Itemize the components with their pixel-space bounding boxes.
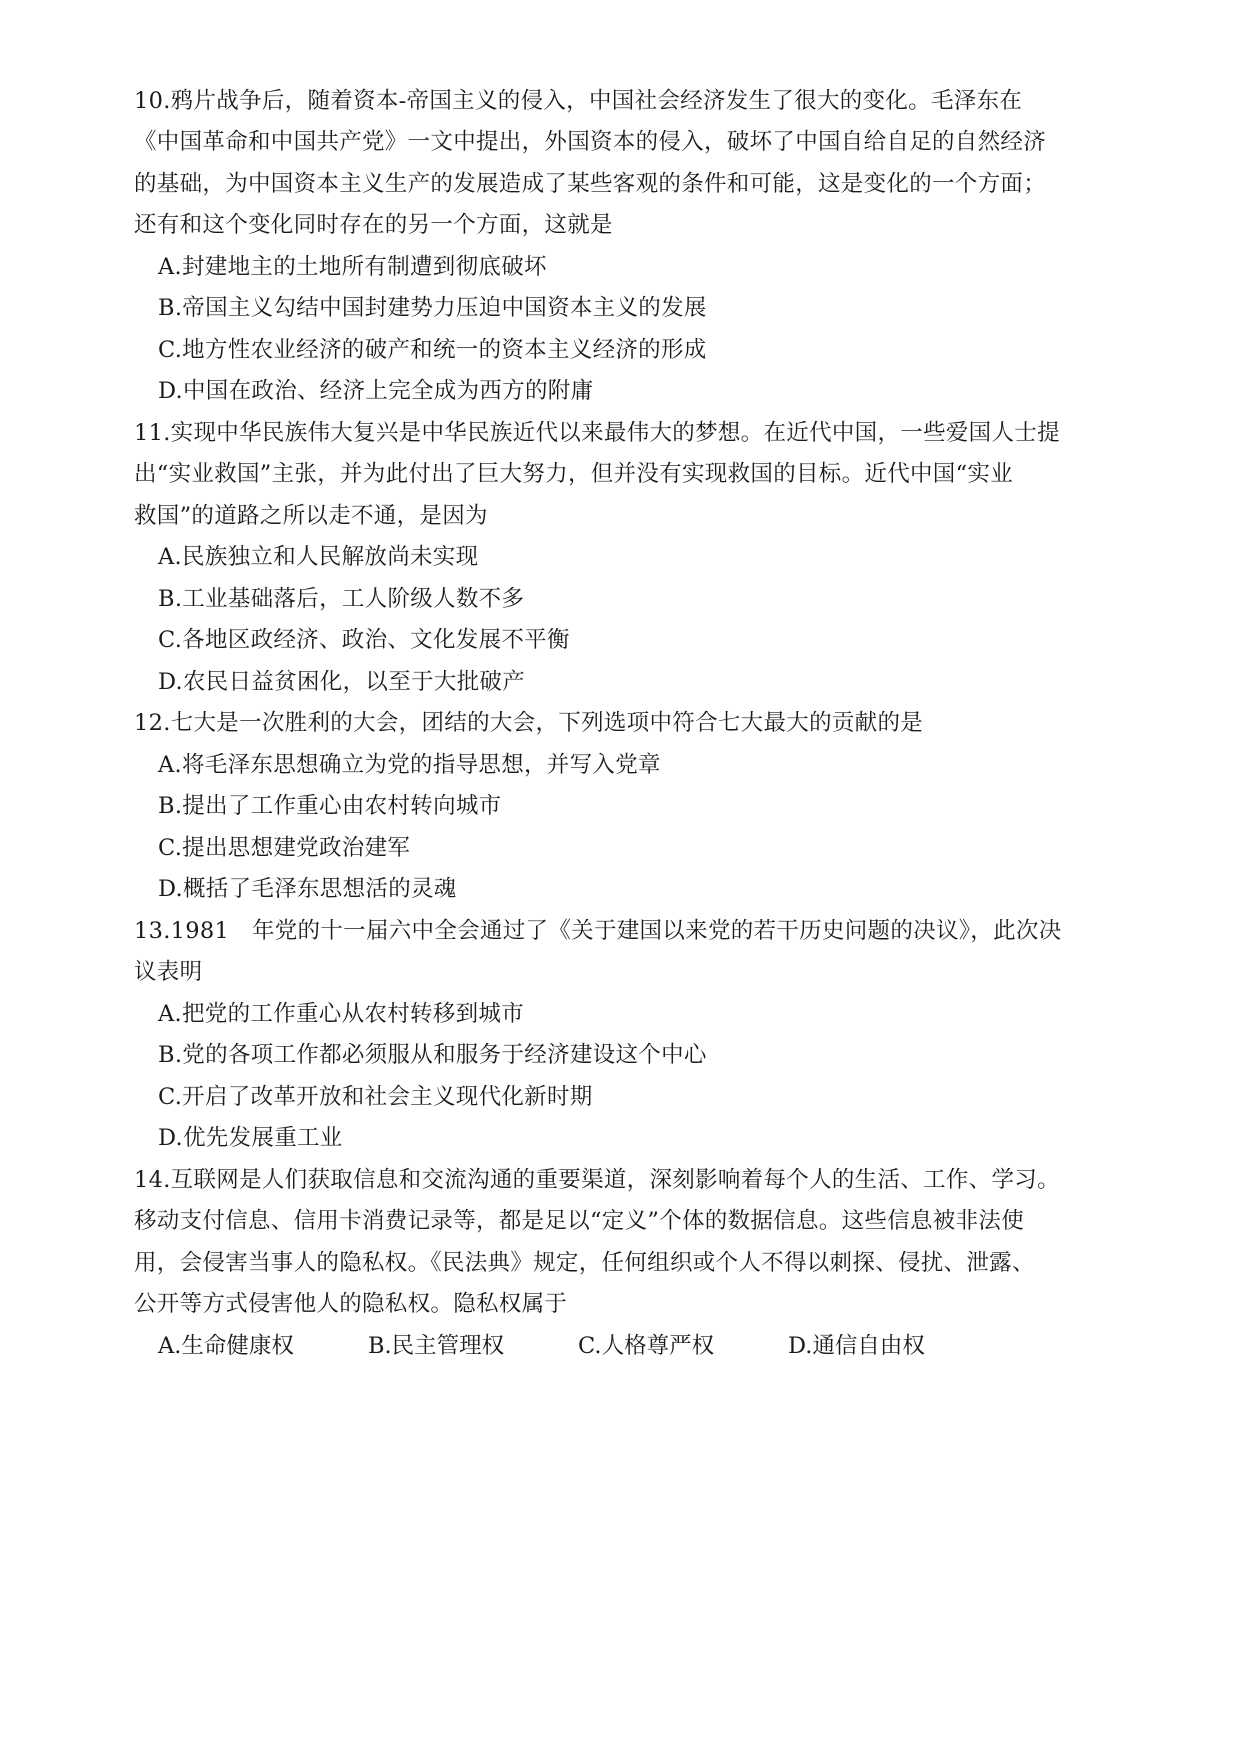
- question-11-option-c: C.各地区政经济、政治、文化发展不平衡: [158, 627, 570, 653]
- question-14-stem-line-4: 公开等方式侵害他人的隐私权。隐私权属于: [134, 1291, 568, 1317]
- question-10-stem-line-2: 《中国革命和中国共产党》一文中提出，外国资本的侵入，破坏了中国自给自足的自然经济: [134, 129, 1047, 155]
- question-10-stem-line-1: 10.鸦片战争后，随着资本-帝国主义的侵入，中国社会经济发生了很大的变化。毛泽东在: [134, 88, 1023, 114]
- question-12-option-b: B.提出了工作重心由农村转向城市: [158, 793, 502, 819]
- question-11-option-d: D.农民日益贫困化，以至于大批破产: [158, 669, 525, 695]
- question-10-option-c: C.地方性农业经济的破产和统一的资本主义经济的形成: [158, 337, 707, 363]
- question-11-stem-line-3: 救国”的道路之所以走不通，是因为: [134, 503, 488, 529]
- question-12-option-c: C.提出思想建党政治建军: [158, 835, 411, 861]
- question-13-option-c: C.开启了改革开放和社会主义现代化新时期: [158, 1084, 593, 1110]
- question-11-option-b: B.工业基础落后，工人阶级人数不多: [158, 586, 525, 612]
- question-14-option-a: A.生命健康权: [158, 1333, 294, 1359]
- question-14-option-d: D.通信自由权: [788, 1333, 925, 1359]
- question-10-option-b: B.帝国主义勾结中国封建势力压迫中国资本主义的发展: [158, 295, 707, 321]
- question-14-stem-line-1: 14.互联网是人们获取信息和交流沟通的重要渠道，深刻影响着每个人的生活、工作、学习。: [134, 1167, 1060, 1193]
- question-11-stem-line-1: 11.实现中华民族伟大复兴是中华民族近代以来最伟大的梦想。在近代中国，一些爱国人士提: [134, 420, 1060, 446]
- question-11-stem-line-2: 出“实业救国”主张，并为此付出了巨大努力，但并没有实现救国的目标。近代中国“实业: [134, 461, 1014, 487]
- question-13-option-a: A.把党的工作重心从农村转移到城市: [158, 1001, 525, 1027]
- question-13-option-b: B.党的各项工作都必须服从和服务于经济建设这个中心: [158, 1042, 707, 1068]
- question-13-stem-line-2: 议表明: [134, 959, 203, 985]
- question-14-stem-line-3: 用，会侵害当事人的隐私权。《民法典》规定，任何组织或个人不得以刺探、侵扰、泄露、: [134, 1250, 1035, 1276]
- question-12-stem-line-1: 12.七大是一次胜利的大会，团结的大会，下列选项中符合七大最大的贡献的是: [134, 710, 924, 736]
- question-14-option-b: B.民主管理权: [368, 1333, 505, 1359]
- question-13-stem-line-1: 13.1981 年党的十一届六中全会通过了《关于建国以来党的若干历史问题的决议》，此次决: [134, 918, 1062, 944]
- question-10-option-a: A.封建地主的土地所有制遭到彻底破坏: [158, 254, 547, 280]
- question-10-option-d: D.中国在政治、经济上完全成为西方的附庸: [158, 378, 594, 404]
- question-11-option-a: A.民族独立和人民解放尚未实现: [158, 544, 479, 570]
- question-10-stem-line-3: 的基础，为中国资本主义生产的发展造成了某些客观的条件和可能，这是变化的一个方面；: [134, 171, 1047, 197]
- question-13-option-d: D.优先发展重工业: [158, 1125, 343, 1151]
- question-10-stem-line-4: 还有和这个变化同时存在的另一个方面，这就是: [134, 212, 613, 238]
- question-12-option-d: D.概括了毛泽东思想活的灵魂: [158, 876, 457, 902]
- question-12-option-a: A.将毛泽东思想确立为党的指导思想，并写入党章: [158, 752, 661, 778]
- question-14-stem-line-2: 移动支付信息、信用卡消费记录等，都是足以“定义”个体的数据信息。这些信息被非法使: [134, 1208, 1025, 1234]
- question-14-option-c: C.人格尊严权: [578, 1333, 715, 1359]
